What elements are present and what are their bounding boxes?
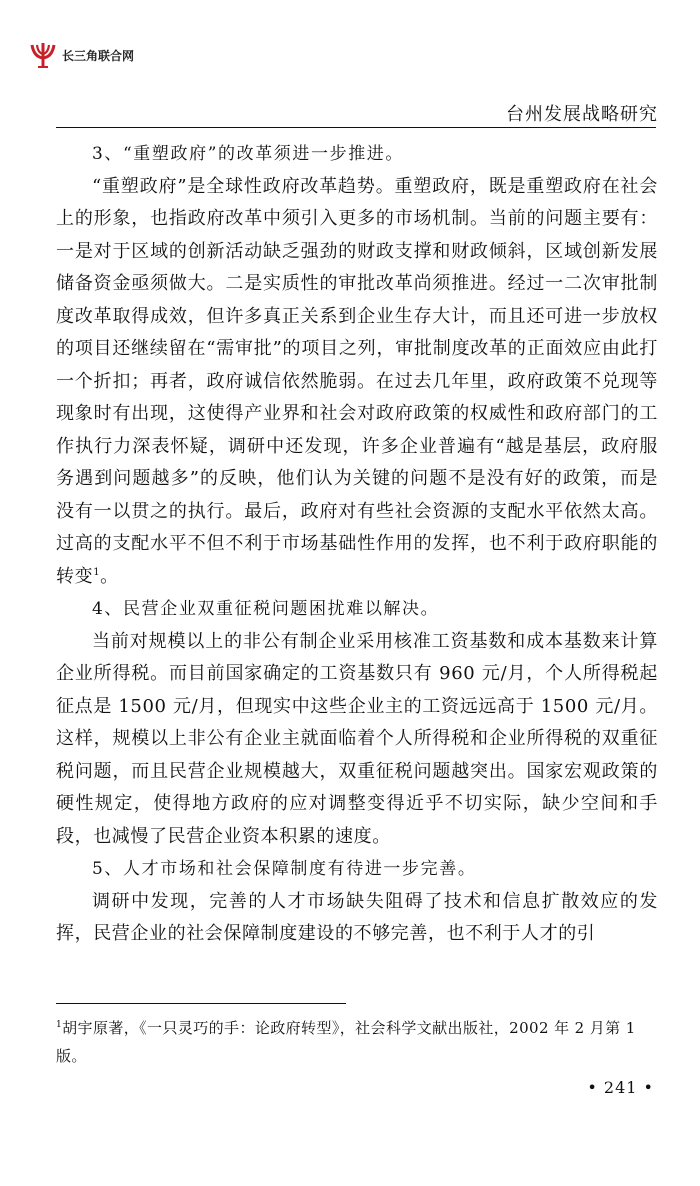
page-number: • 241 • [587,1078,654,1097]
logo-text: 长三角联合网 [62,48,135,63]
paragraph-3-text: “重塑政府”是全球性政府改革趋势。重塑政府，既是重塑政府在社会上的形象，也指政府改革中须引入更多的市场机制。当前的问题主要有：一是对于区域的创新活动缺乏强劲的财政支撑和财政倾斜，区域创新发展储备资金亟须做大。二是实质性的审批改革尚须推进。经过一二次审批制度改革取得成效，但许多真正关系到企业生存大计，而且还可进一步放权的项目还继续留在“需审批”的项目之列，审批制度改革的正面效应由此打一个折扣；再者，政府诚信依然脆弱。在过去几年里，政府政策不兑现等现象时有出现，这使得产业界和社会对政府政策的权威性和政府部门的工作执行力深表怀疑，调研中还发现，许多企业普遍有“越是基层，政府服务遇到问题越多”的反映，他们认为关键的问题不是没有好的政策，而是没有一以贯之的执行。最后，政府对有些社会资源的支配水平依然太高。过高的支配水平不但不利于市场基础性作用的发挥，也不利于政府职能的转变 [56,175,658,587]
section-heading-5: 5、人才市场和社会保障制度有待进一步完善。 [92,859,477,879]
paragraph-5: 调研中发现，完善的人才市场缺失阻碍了技术和信息扩散效应的发挥，民营企业的社会保障制度建设的不够完善，也不利于人才的引 [56,890,658,944]
logo-emblem-icon [28,41,58,69]
paragraph-3-end: 。 [100,565,119,587]
section-heading-3: 3、“重塑政府”的改革须进一步推进。 [92,144,404,164]
footnote-marker: 1 [56,1020,63,1030]
running-head-title: 台州发展战略研究 [506,104,658,125]
body-text [56,138,658,951]
section-heading-4: 4、民营企业双重征税问题困扰难以解决。 [92,599,440,619]
paragraph-4: 当前对规模以上的非公有制企业采用核准工资基数和成本基数来计算企业所得税。而目前国家确定的工资基数只有 960 元/月，个人所得税起征点是 1500 元/月，但现实中这些企业主的工资远远高于 1500 元/月。这样，规模以上非公有企业主就面临着个人所得税和企业所得税的双重征税问题，而且民营企业规模越大，双重征税问题越突出。国家宏观政策的硬性规定，使得地方政府的应对调整变得近乎不切实际，缺少空间和手段，也减慢了民营企业资本积累的速度。 [56,630,658,847]
logo [28,40,134,70]
footnote-divider [56,1003,346,1004]
header-divider [56,127,656,128]
paragraph-3 [56,171,658,594]
footnote-ref: 1 [93,566,101,578]
footnote-text: 胡宇原著，《一只灵巧的手：论政府转型》，社会科学文献出版社，2002 年 2 月第 1 版。 [56,1019,636,1065]
footnote [56,1014,658,1070]
